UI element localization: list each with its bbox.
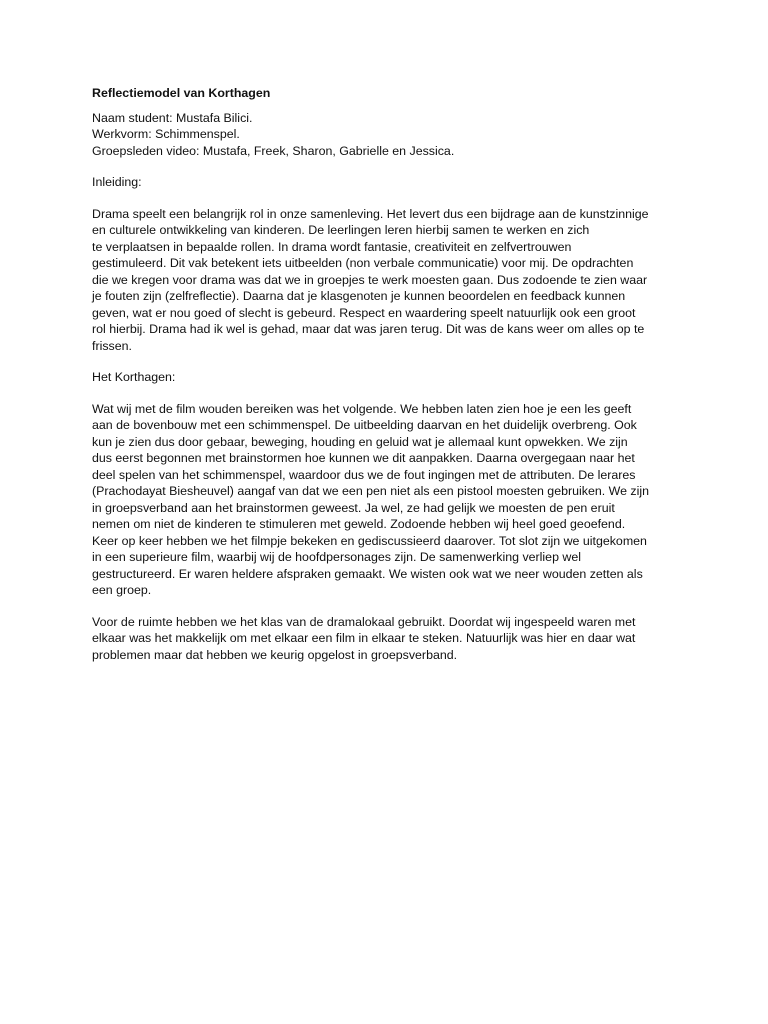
paragraph-line: te verplaatsen in bepaalde rollen. In drama wordt fantasie, creativiteit en zelfvertrouwen xyxy=(92,239,572,254)
korthagen-heading xyxy=(92,369,692,386)
paragraph-line: die we kregen voor drama was dat we in groepjes te werk moesten gaan. Dus zodoende te zien waar xyxy=(92,272,648,287)
student-name-line: Naam student: Mustafa Bilici. xyxy=(92,110,253,125)
student-info-block xyxy=(92,110,692,160)
document-body xyxy=(92,85,692,678)
paragraph-line: in groepsverband aan het brainstormen geweest. Ja wel, ze had gelijk we moesten de pen eruit xyxy=(92,500,615,515)
intro-heading-text: Inleiding: xyxy=(92,175,142,189)
work-form-line: Werkvorm: Schimmenspel. xyxy=(92,127,240,141)
korthagen-paragraph xyxy=(92,401,692,599)
paragraph-line: Wat wij met de film wouden bereiken was het volgende. We hebben laten zien hoe je een les geeft xyxy=(92,401,632,416)
paragraph-line: nemen om niet de kinderen te stimuleren met geweld. Zodoende hebben wij heel goed geoefend. xyxy=(92,517,626,531)
paragraph-line: elkaar was het makkelijk om met elkaar een film in elkaar te steken. Natuurlijk was hier en daar wat xyxy=(92,631,636,645)
paragraph-line: frissen. xyxy=(92,338,132,353)
document-title: Reflectiemodel van Korthagen xyxy=(92,86,271,100)
paragraph-line: in een superieure film, waarbij wij de hoofdpersonages zijn. De samenwerking verliep wel xyxy=(92,550,581,564)
paragraph-line: geven, wat er nou goed of slecht is gebeurd. Respect en waardering speelt natuurlijk ook een groot xyxy=(92,305,636,320)
space-paragraph xyxy=(92,614,692,664)
paragraph-line: gestimuleerd. Dit vak betekent iets uitbeelden (non verbale communicatie) voor mij. De opdrachten xyxy=(92,256,634,270)
paragraph-line: je fouten zijn (zelfreflectie). Daarna dat je klasgenoten je kunnen beoordelen en feedback kunnen xyxy=(92,289,626,303)
paragraph-line: en culturele ontwikkeling van kinderen. De leerlingen leren hierbij samen te werken en zich xyxy=(92,223,590,237)
paragraph-line: rol hierbij. Drama had ik wel is gehad, maar dat was jaren terug. Dit was de kans weer om alles op te xyxy=(92,322,645,336)
paragraph-line: (Prachodayat Biesheuvel) aangaf van dat we een pen niet als een pistool moesten gebruiken. We zijn xyxy=(92,484,650,498)
paragraph-line: deel spelen van het schimmenspel, waardoor dus we de fout ingingen met de attributen. De lerares xyxy=(92,467,636,482)
group-members-line: Groepsleden video: Mustafa, Freek, Sharon, Gabrielle en Jessica. xyxy=(92,143,455,158)
paragraph-line: Voor de ruimte hebben we het klas van de dramalokaal gebruikt. Doordat wij ingespeeld waren met xyxy=(92,614,636,629)
paragraph-line: aan de bovenbouw met een schimmenspel. De uitbeelding daarvan en het duidelijk overbreng. Ook xyxy=(92,418,637,432)
paragraph-line: een groep. xyxy=(92,583,152,597)
intro-paragraph xyxy=(92,206,692,355)
paragraph-line: Keer op keer hebben we het filmpje bekeken en gediscussieerd daarover. Tot slot zijn we uitgekomen xyxy=(92,533,647,548)
paragraph-line: problemen maar dat hebben we keurig opgelost in groepsverband. xyxy=(92,647,458,662)
paragraph-line: Drama speelt een belangrijk rol in onze samenleving. Het levert dus een bijdrage aan de kunstzinnige xyxy=(92,206,649,221)
paragraph-line: dus eerst begonnen met brainstormen hoe kunnen we dit aanpakken. Daarna overgegaan naar het xyxy=(92,451,635,465)
korthagen-heading-text: Het Korthagen: xyxy=(92,370,176,384)
paragraph-line: kun je zien dus door gebaar, beweging, houding en geluid wat je allemaal kunt opwekken. We zijn xyxy=(92,434,628,449)
intro-heading xyxy=(92,174,692,191)
paragraph-line: gestructureerd. Er waren heldere afspraken gemaakt. We wisten ook wat we neer wouden zetten als xyxy=(92,566,643,581)
